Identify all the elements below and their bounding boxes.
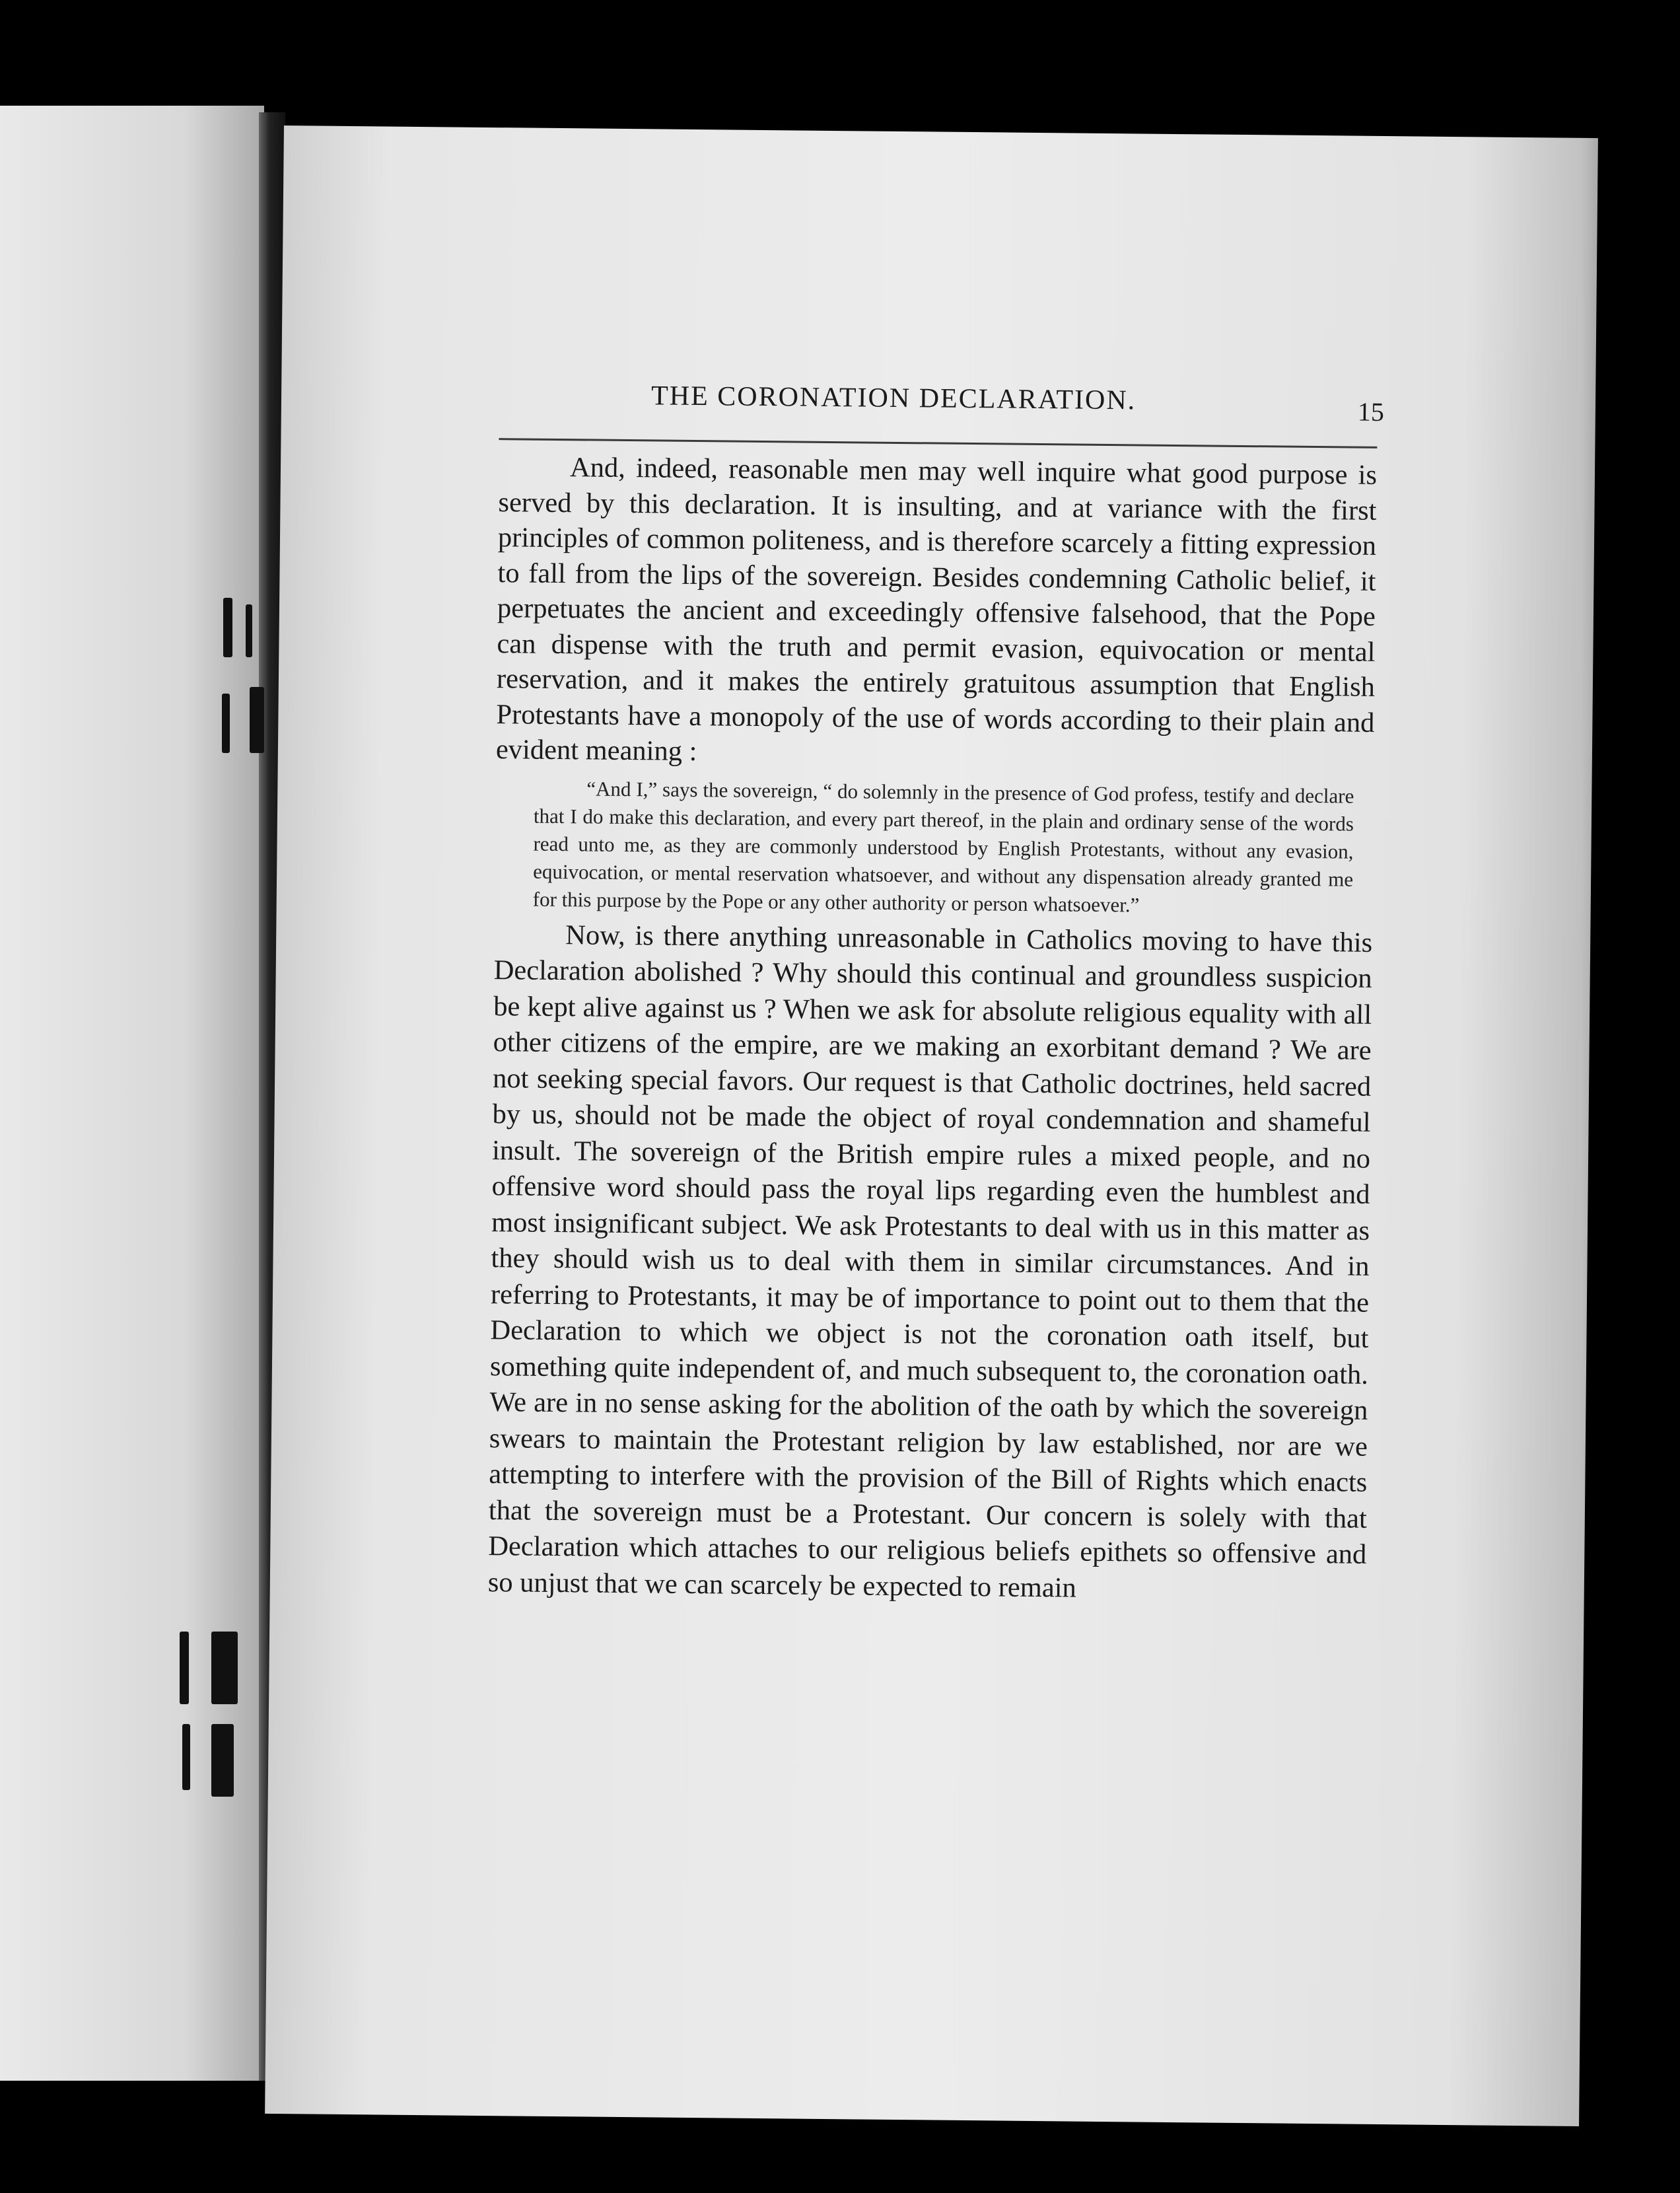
- binding-stitch: [246, 604, 252, 657]
- page-number: 15: [1357, 396, 1385, 427]
- body-paragraph: Now, is there anything unreasonable in Catholics moving to have this Declaration abolished ? Why should this continual and groundless suspicion be kept alive against us ? When we ask for absolute religious equality with all other citizens of the empire, are we making an exorbitant demand ? We are not seeking special favors. Our request is that Catholic doctrines, held sacred by us, should not be made the object of royal condemnation and shameful insult. The sovereign of the British empire rules a mixed people, and no offensive word should pass the royal lips regarding even the humblest and most insignificant subject. We ask Protestants to deal with us in this matter as they should wish us to deal with them in similar circumstances. And in referring to Protestants, it may be of importance to point out to them that the Declaration to which we object is not the coronation oath itself, but something quite independent of, and much subsequent to, the coronation oath. We are in no sense asking for the abolition of the oath by which the sovereign swears to maintain the Protestant religion by law established, nor are we attempting to interfere with the provision of the Bill of Rights which enacts that the sovereign must be a Protestant. Our concern is solely with that Declaration which attaches to our religious beliefs epithets so offensive and so unjust that we can scarcely be expected to remain: [487, 919, 1373, 1604]
- binding-stitch: [211, 1632, 238, 1704]
- binding-stitch: [222, 694, 230, 753]
- page-edge-shadow: [1581, 126, 1680, 2107]
- page-text-block: [487, 378, 1385, 1609]
- binding-stitch: [182, 1724, 190, 1790]
- binding-stitch: [223, 598, 232, 657]
- right-page: [265, 126, 1598, 2126]
- binding-stitch: [180, 1632, 189, 1704]
- block-quotation: “And I,” says the sovereign, “ do solemnly in the presence of God profess, testify and declare that I do make this declaration, and every part thereof, in the plain and ordinary sense of the words read unto me, as they are commonly understood by English Protestants, without any evasion, equivocation, or mental reservation whatsoever, and without any dispensation already granted me for this purpose by the Pope or any other authority or person whatsoever.”: [532, 776, 1354, 916]
- running-title: THE CORONATION DECLARATION.: [650, 380, 1137, 416]
- running-head: [499, 378, 1385, 449]
- body-paragraph: And, indeed, reasonable men may well inquire what good purpose is served by this declaration. It is insulting, and at variance with the first principles of common politeness, and is therefore scarcely a fitting expression to fall from the lips of the sovereign. Besides condemning Catholic belief, it perpetuates the ancient and exceedingly offensive falsehood, that the Pope can dispense with the truth and permit evasion, equivocation or mental reservation, and it makes the entirely gratuitous assumption that English Protestants have a monopoly of the use of words according to their plain and evident meaning :: [495, 452, 1378, 768]
- binding-stitch: [211, 1724, 234, 1797]
- binding-stitch: [250, 687, 264, 753]
